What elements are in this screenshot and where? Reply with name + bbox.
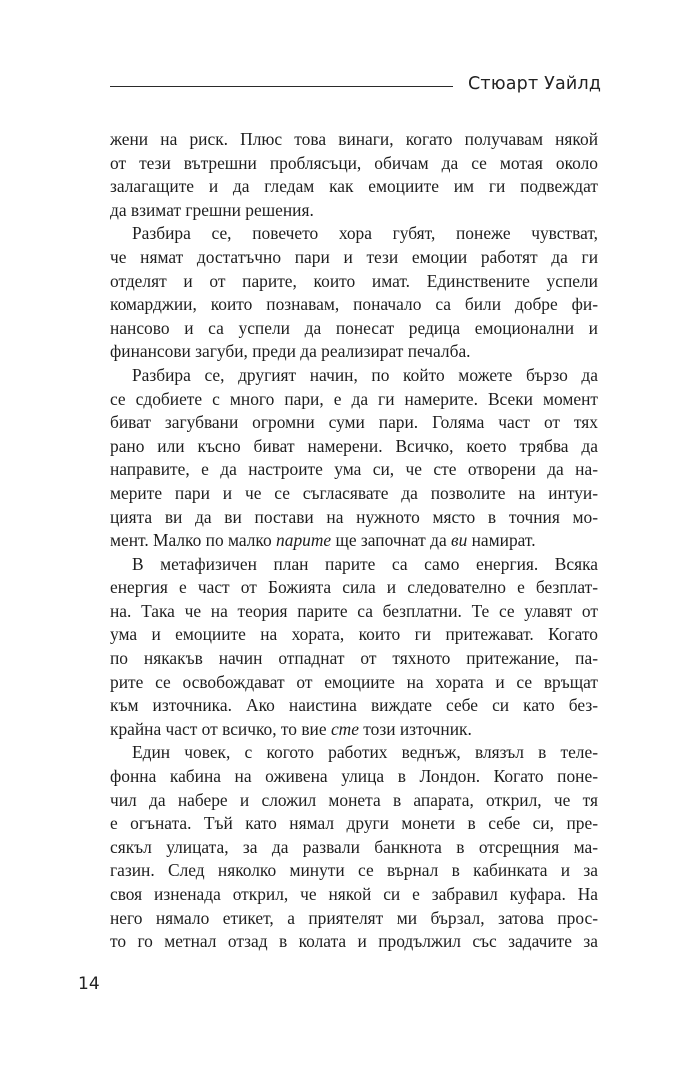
- text-line: ума и емоциите на хората, които ги притежават. Когато: [110, 624, 598, 645]
- text-line: мерите пари и че се съгласявате да позволите на интуи-: [110, 482, 598, 503]
- text-line: мент. Малко по малко парите ще започнат да ви намират.: [110, 530, 536, 551]
- text-line: рано или късно биват намерени. Всичко, което трябва да: [110, 435, 598, 456]
- paragraph: [110, 128, 598, 222]
- text-line: нансово и са успели да понесат редица емоционални и: [110, 317, 598, 338]
- text-line: залагащите и да гледам как емоциите им ги подвеждат: [110, 176, 598, 197]
- text-line: че нямат достатъчно пари и тези емоции работят да ги: [110, 246, 598, 267]
- page-number: 14: [78, 974, 100, 994]
- text-line: Един човек, с когото работих веднъж, влязъл в теле-: [132, 742, 598, 763]
- paragraph: [110, 222, 598, 364]
- paragraph: [110, 364, 598, 553]
- header-rule: [110, 86, 453, 87]
- running-head-author: Стюарт Уайлд: [468, 74, 602, 94]
- text-line: Разбира се, другият начин, по който можете бързо да: [132, 364, 598, 385]
- paragraph: [110, 553, 598, 742]
- text-line: направите, е да настроите ума си, че сте отворени да на-: [110, 459, 598, 480]
- text-line: финансови загуби, преди да реализират печалба.: [110, 341, 471, 362]
- text-line: цията ви да ви постави на нужното място в точния мо-: [110, 506, 598, 527]
- text-line: газин. След няколко минути се върнал в кабинката и за: [110, 860, 598, 881]
- text-line: на. Така че на теория парите са безплатни. Те се улавят от: [110, 600, 598, 621]
- text-line: жени на риск. Плюс това винаги, когато получавам някой: [110, 129, 598, 149]
- text-line: отделят и от парите, които имат. Единствените успели: [110, 270, 598, 291]
- text-line: сякъл улицата, за да развали банкнота в отсрещния ма-: [110, 836, 598, 857]
- text-line: фонна кабина на оживена улица в Лондон. Когато поне-: [110, 766, 598, 787]
- text-line: комарджии, които познавам, поначало са били добре фи-: [110, 294, 598, 315]
- text-line: Разбира се, повечето хора губят, понеже чувстват,: [132, 223, 598, 244]
- text-line: е огъната. Тъй като нямал други монети в себе си, пре-: [110, 813, 598, 834]
- text-line: към източника. Ако наистина виждате себе си като без-: [110, 695, 598, 716]
- text-line: него нямало етикет, а приятелят ми бързал, затова прос-: [110, 907, 598, 928]
- text-line: крайна част от всичко, то вие сте този източник.: [110, 718, 472, 739]
- text-line: биват загубвани огромни суми пари. Голяма част от тях: [110, 412, 598, 433]
- text-line: чил да набере и сложил монета в апарата, открил, че тя: [110, 789, 598, 810]
- text-line: енергия е част от Божията сила и следователно е безплат-: [110, 577, 598, 598]
- paragraph: [110, 741, 598, 953]
- text-line: то го метнал отзад в колата и продължил със задачите за: [110, 931, 598, 952]
- text-line: В метафизичен план парите са само енергия. Всяка: [132, 553, 598, 574]
- text-line: своя изненада открил, че някой си е забравил куфара. На: [110, 884, 598, 904]
- text-line: рите се освобождават от емоциите на хората и се връщат: [110, 671, 598, 692]
- text-line: от тези вътрешни проблясъци, обичам да се мотая около: [110, 152, 598, 173]
- text-line: по някакъв начин отпаднат от тяхното притежание, па-: [110, 648, 598, 669]
- text-line: да взимат грешни решения.: [110, 199, 314, 220]
- text-line: се сдобиете с много пари, е да ги намерите. Всеки момент: [110, 388, 598, 409]
- body-text: [110, 128, 598, 954]
